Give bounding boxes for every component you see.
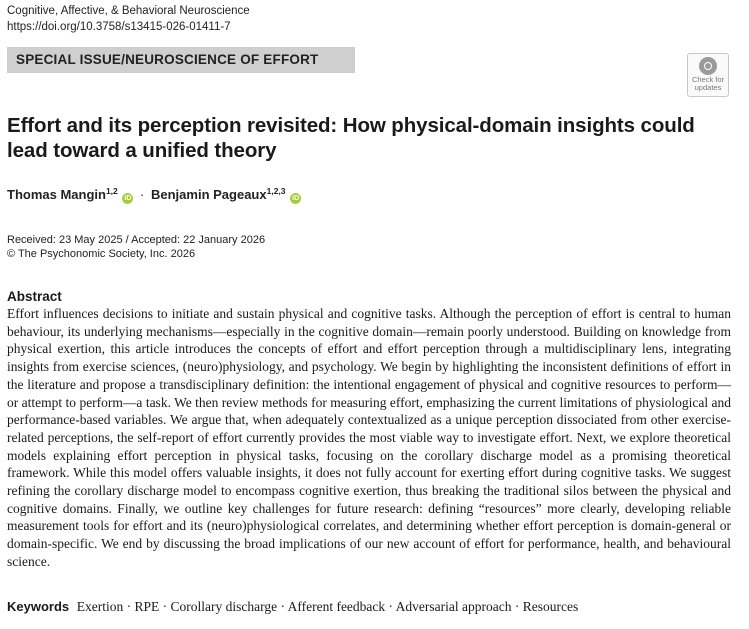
received-accepted-dates: Received: 23 May 2025 / Accepted: 22 January 2026: [7, 234, 266, 246]
abstract-heading: Abstract: [7, 289, 62, 304]
special-issue-banner: [7, 47, 355, 73]
author-name[interactable]: Benjamin Pageaux: [151, 187, 267, 202]
orcid-icon[interactable]: iD: [124, 195, 132, 202]
doi-link[interactable]: https://doi.org/10.3758/s13415-026-01411-7: [7, 21, 231, 33]
keywords-line: [7, 599, 578, 615]
check-for-updates-line1: Check for: [691, 75, 725, 84]
keywords-label: Keywords: [7, 599, 70, 614]
check-for-updates-button[interactable]: [687, 53, 729, 97]
journal-name: Cognitive, Affective, & Behavioral Neuroscience: [7, 5, 250, 17]
author-separator: ·: [140, 187, 145, 202]
check-for-updates-line2: updates: [694, 83, 722, 92]
article-title: Effort and its perception revisited: How physical-domain insights could lead toward a unified theory: [7, 114, 695, 162]
author-affiliations: 1,2: [105, 186, 118, 196]
orcid-icon[interactable]: iD: [292, 195, 300, 202]
special-issue-label: SPECIAL ISSUE/NEUROSCIENCE OF EFFORT: [16, 52, 319, 67]
check-for-updates-icon: [699, 57, 717, 75]
author-list: [7, 187, 301, 204]
author-name[interactable]: Thomas Mangin: [7, 187, 106, 202]
author-affiliations: 1,2,3: [266, 186, 286, 196]
keywords-list: Exertion · RPE · Corollary discharge · Afferent feedback · Adversarial approach · Resources: [76, 599, 579, 614]
copyright-notice: © The Psychonomic Society, Inc. 2026: [7, 248, 196, 260]
abstract-text: Effort influences decisions to initiate and sustain physical and cognitive tasks. Although the perception of effort is central to human behaviour, its underlying mechanisms—especially in the cognitive domain—remain poorly understood. Building on knowledge from physical exertion, this article introduces the concepts of effort and effort perception through a multidisciplinary lens, integrating insights from exercise sciences, (neuro)physiology, and psychology. We begin by highlighting the inconsistent definitions of effort in the literature and propose a transdisciplinary definition: the intentional engagement of physical and cognitive resources to perform—or attempt to perform—a task. We then review methods for measuring effort, emphasizing the current limitations of physiological and performance-based variables. We argue that, when adequately contextualized as a unique perception dissociated from other exercise-related perceptions, the self-report of effort currently provides the most viable way to investigate effort. Next, we explore theoretical models explaining effort perception in physical tasks, focusing on the corollary discharge model as a promising theoretical framework. While this model offers valuable insights, it does not fully account for exerting effort during cognitive tasks. We suggest refining the corollary discharge model to encompass cognitive exertion, thus breaking the traditional silos between the physical and cognitive domains. Finally, we outline key challenges for future research: defining “resources” more clearly, developing reliable measurement tools for effort and its (neuro)physiological correlates, and determining whether effort perception is domain-general or domain-specific. We end by discussing the broad implications of our new account of effort for performance, health, and behavioural science.: [7, 306, 731, 569]
